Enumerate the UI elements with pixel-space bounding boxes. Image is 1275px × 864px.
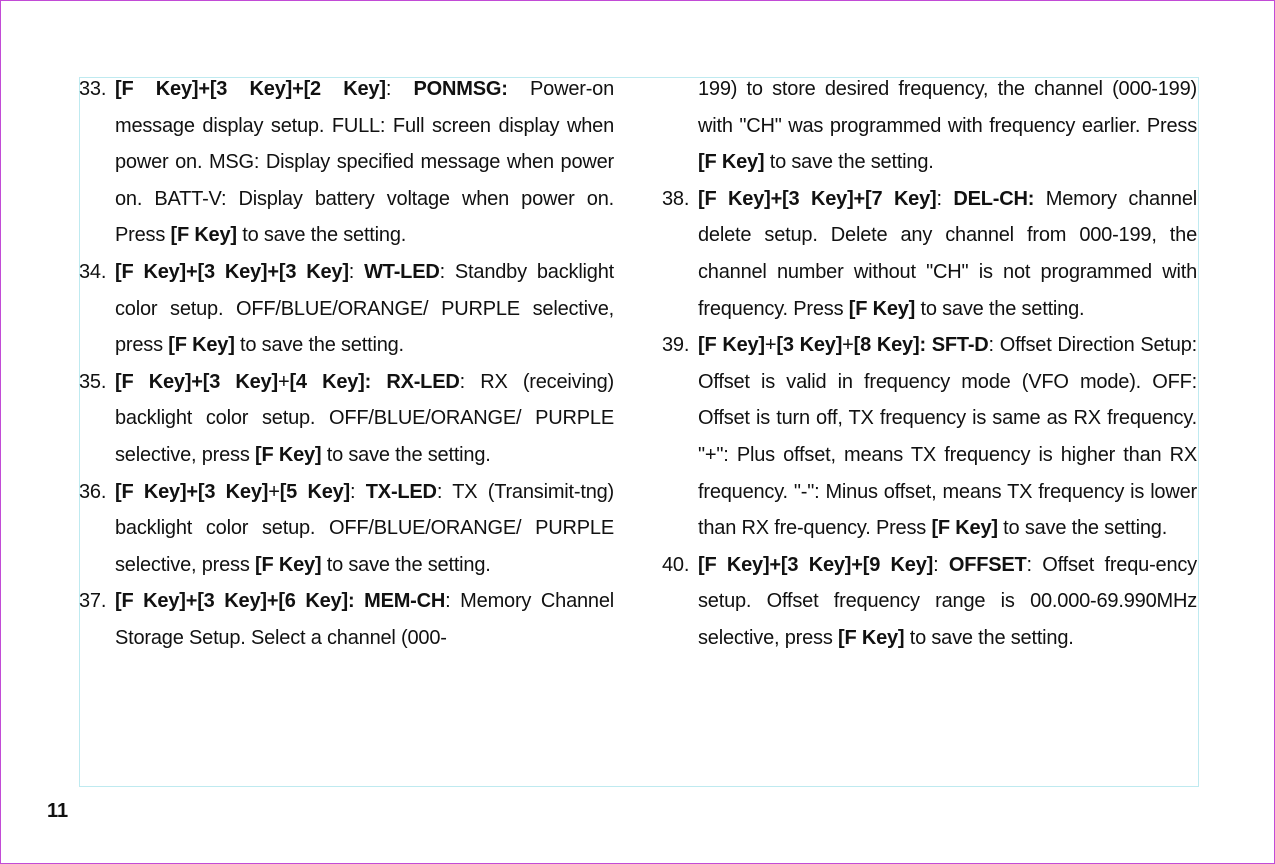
body-text: : Standby backlight color setup. OFF/BLUE/ORANGE/ PURPLE selective, press — [115, 260, 615, 357]
item-number: 36. — [79, 480, 107, 503]
bold-text: [F Key]+[3 Key] — [115, 370, 278, 393]
body-text: to save the setting. — [321, 443, 491, 466]
menu-item — [662, 547, 1197, 657]
body-text: to save the setting. — [321, 553, 491, 576]
body-text: : Offset frequ-ency setup. Offset frequency range is 00.000-69.990MHz selective, press — [698, 553, 1197, 649]
body-text: : Memory Channel Storage Setup. Select a channel (000- — [115, 590, 615, 649]
body-text: : — [936, 187, 954, 210]
bold-text: [F Key] — [170, 224, 237, 247]
menu-item — [662, 327, 1197, 547]
item-number: 33. — [79, 78, 107, 100]
item-number: 34. — [79, 260, 107, 283]
body-text: : — [933, 553, 949, 576]
bold-text: [F Key]+[3 Key]+[7 Key] — [698, 187, 937, 210]
bold-text: [F Key]+[3 Key]+[9 Key] — [698, 553, 934, 576]
menu-item — [79, 364, 614, 474]
body-text: : — [385, 78, 414, 100]
menu-item — [79, 71, 614, 254]
body-text: to save the setting. — [997, 517, 1168, 540]
bold-text: TX-LED — [365, 480, 437, 503]
menu-item — [79, 474, 614, 584]
bold-text: [F Key]+[3 Key]+[3 Key] — [115, 260, 349, 283]
left-column — [79, 71, 614, 657]
body-text: to save the setting. — [236, 224, 407, 247]
body-text: to save the setting. — [904, 626, 1074, 649]
body-text: : — [348, 260, 365, 283]
bold-text: [F Key] — [168, 334, 235, 357]
item-number: 35. — [79, 370, 107, 393]
body-text: to save the setting. — [915, 297, 1085, 320]
right-column — [662, 71, 1197, 657]
item-number: 39. — [662, 334, 690, 357]
bold-text: [4 Key]: RX-LED — [289, 370, 460, 393]
body-text: 199) to store desired frequency, the channel (000-199) with "CH" was programmed with frequency earlier. Press — [698, 78, 1197, 137]
body-text: + — [277, 370, 290, 393]
bold-text: [F Key]+[3 Key]+[6 Key]: MEM-CH — [115, 590, 446, 613]
body-text: + — [764, 334, 777, 357]
bold-text: [3 Key] — [776, 334, 843, 357]
bold-text: [F Key]+[3 Key]+[2 Key] — [115, 78, 386, 100]
bold-text: [F Key] — [698, 151, 765, 174]
bold-text: [F Key] — [838, 626, 905, 649]
bold-text: [F Key] — [848, 297, 916, 320]
menu-item — [662, 71, 1197, 181]
bold-text: [F Key] — [931, 517, 998, 540]
body-text: to save the setting. — [764, 151, 934, 174]
body-text: : — [350, 480, 366, 503]
body-text: Power-on message display setup. FULL: Full screen display when power on. MSG: Display specified message when power on. BATT-V: Display battery voltage when power on. Press — [115, 78, 615, 247]
bold-text: [F Key] — [255, 443, 322, 466]
bold-text: [F Key] — [255, 553, 322, 576]
body-text: + — [842, 334, 854, 357]
bold-text: PONMSG: — [413, 78, 508, 100]
body-text: : Offset Direction Setup: Offset is valid in frequency mode (VFO mode). OFF: Offset is turn off, TX frequency is same as RX frequency. "+": Plus offset, means TX frequency is higher than RX frequency. "-": Minus offset, means TX frequency is lower than RX fre-quency. Press — [698, 334, 1197, 540]
item-number: 38. — [662, 187, 690, 210]
body-text: to save the setting. — [234, 334, 404, 357]
item-number: 37. — [79, 590, 107, 613]
menu-item — [79, 583, 614, 656]
bold-text: OFFSET — [948, 553, 1027, 576]
bold-text: [5 Key] — [279, 480, 351, 503]
bold-text: DEL-CH: — [953, 187, 1035, 210]
bold-text: [F Key]+[3 Key] — [115, 480, 269, 503]
menu-item — [79, 254, 614, 364]
body-text: : TX (Transimit-tng) backlight color setup. OFF/BLUE/ORANGE/ PURPLE selective, press — [115, 480, 615, 576]
menu-item — [662, 181, 1197, 327]
body-text: + — [268, 480, 280, 503]
bold-text: WT-LED — [364, 260, 440, 283]
body-text: : RX (receiving) backlight color setup. OFF/BLUE/ORANGE/ PURPLE selective, press — [115, 370, 614, 466]
body-text: Memory channel delete setup. Delete any channel from 000-199, the channel number without "CH" is not programmed with frequency. Press — [698, 187, 1197, 320]
page-number: 11 — [47, 800, 69, 822]
item-number: 40. — [662, 553, 690, 576]
bold-text: [8 Key]: SFT-D — [853, 334, 989, 357]
bold-text: [F Key] — [698, 334, 765, 357]
